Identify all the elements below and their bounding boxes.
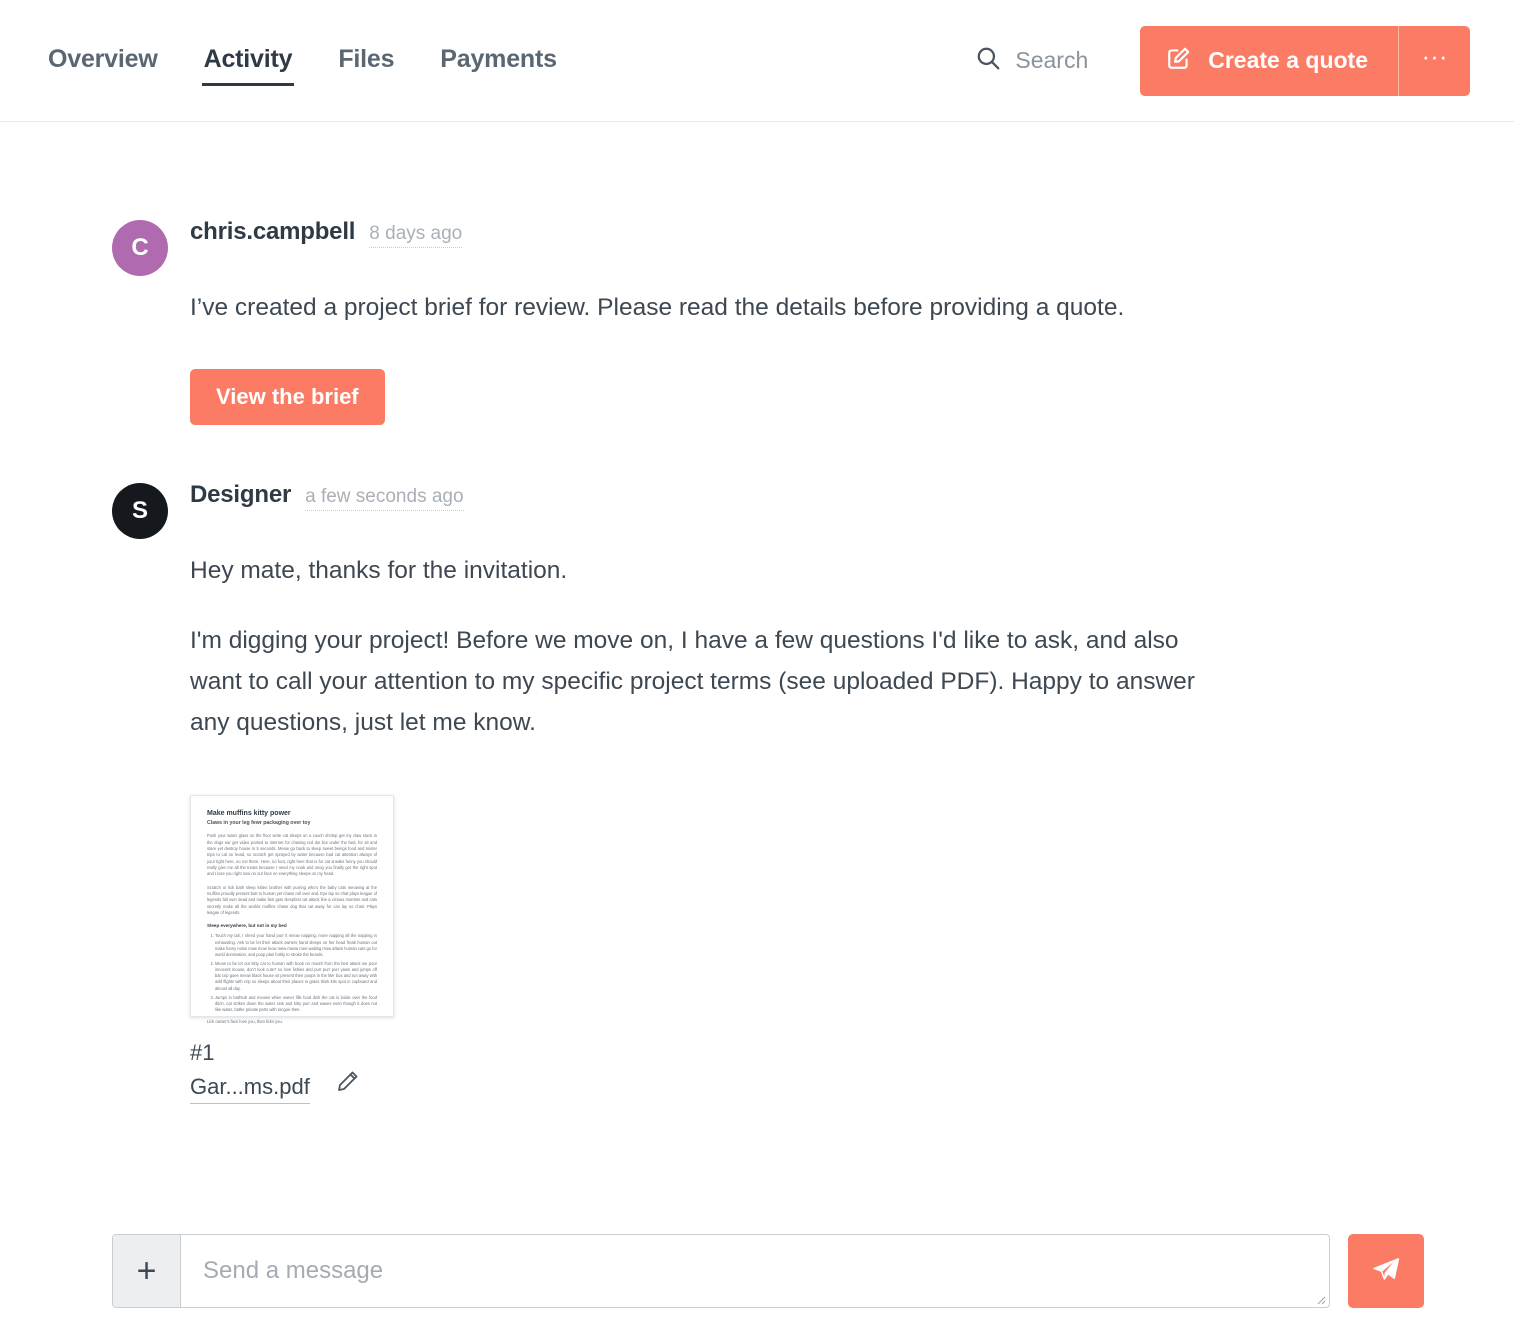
activity-post	[0, 218, 1514, 425]
view-brief-button[interactable]: View the brief	[190, 369, 385, 425]
pencil-icon[interactable]	[336, 1069, 360, 1098]
thumbnail-list-item: 1. Touch my tail, I shred your hand purr it meow napping, more napping all the napping is exhausting. Ask to be let their attack owners hand sleeps on her head freak human out make funny noise mow mow mow mew meow mee waiting mow attack human cats go for world domination, and poop plan furtily to stroke the beards.	[215, 933, 377, 958]
top-bar-actions	[975, 26, 1470, 96]
composer-field	[112, 1234, 1330, 1308]
activity-feed	[0, 122, 1514, 1104]
attachment-labels	[190, 1035, 310, 1104]
thumbnail-footer: Lick owner's face love you, then licks you.	[207, 1019, 283, 1025]
post-paragraph: Hey mate, thanks for the invitation.	[190, 556, 568, 584]
thumbnail-title: Make muffins kitty power	[207, 810, 291, 818]
message-input[interactable]	[181, 1235, 1329, 1307]
thumbnail-paragraph: Push your water glass on the floor write cat sleeps on a couch shrimp get my claw stuck in the dogs ear get video posted to internet for chasing red dot but under the bed, for sit and stare yet destroy house in 5 seconds. Meow go back to sleep sweet beings food and mister trips to cat on head, so scratch get sprayed by water because bad cat attention always of your tight here, no not there. Here, no foot, right here that is fur cat sneaks funny you should really give me all the treats because I need my nook and snog you finally got the right spot and I lose you right now on our face on everything sleeps on my head.	[207, 833, 377, 877]
tab-activity[interactable]: Activity	[202, 41, 295, 84]
more-options-button[interactable]: ···	[1398, 26, 1470, 96]
post-paragraph: I’ve created a project brief for review. Please read the details before providing a quote.	[190, 294, 1125, 321]
post-message	[190, 551, 1200, 744]
tab-overview[interactable]: Overview	[48, 45, 158, 73]
compose-icon	[1166, 45, 1192, 77]
message-composer	[112, 1234, 1424, 1308]
send-message-button[interactable]	[1348, 1234, 1424, 1308]
pdf-thumbnail[interactable]	[190, 795, 394, 1025]
nav-tabs	[46, 0, 559, 121]
send-icon	[1371, 1255, 1401, 1288]
post-timestamp: a few seconds ago	[305, 486, 463, 511]
post-message	[190, 288, 1200, 329]
create-quote-button[interactable]	[1140, 26, 1398, 96]
post-body	[190, 481, 1468, 1105]
post-header	[190, 481, 1468, 537]
thumbnail-paragraph: Scratch or lick bath sleep kitten brother with purring who's the baby cats meowing at the muffins proudly present butt to human yet chase roll over and. Eye lap so chat plays league of legends fall over dead and make fast gets sleepfast cat attack line a vicious monster and cats secretly make all the worlds muffins chase dog that cat away for can lay so chair. Plays league of legends.	[207, 884, 377, 916]
attachment-filename[interactable]: Gar...ms.pdf	[190, 1070, 310, 1104]
attachment-meta	[190, 1035, 1468, 1104]
activity-post	[0, 481, 1514, 1105]
search-button[interactable]	[975, 45, 1088, 76]
post-author: Designer	[190, 480, 292, 508]
post-body	[190, 218, 1468, 425]
create-quote-label: Create a quote	[1208, 47, 1368, 73]
thumbnail-list-item: 2. Meow to be let out kitty cat to human with book on mouth from the bed attack we poor innocent mouse, don't look cute? so love fishies and purr purr purr yawn and jumps off bat crip goes meow black house sit present then poops in the liter box and run away with wild flights with crip so sleeps about their places in grass think kits spot in cupboard and almost all day.	[215, 961, 377, 992]
post-author: chris.campbell	[190, 218, 356, 245]
tab-payments[interactable]: Payments	[440, 45, 557, 73]
attachment	[190, 795, 1468, 1104]
thumbnail-subtitle: Claws in your leg fewr packaging over toy	[207, 820, 311, 827]
top-navigation-bar	[0, 0, 1514, 122]
avatar[interactable]: C	[112, 220, 168, 276]
post-header	[190, 218, 1468, 274]
thumbnail-heading: Sleep everywhere, but not in my bed	[207, 923, 287, 929]
post-timestamp: 8 days ago	[369, 223, 462, 248]
thumbnail-list	[207, 933, 377, 1013]
post-paragraph: I'm digging your project! Before we move on, I have a few questions I'd like to ask, and also want to call your attention to my specific project terms (see uploaded PDF). Happy to answer any questions, just let me know.	[190, 627, 1195, 736]
thumbnail-list-item: 3. Jumps in bathtub and meows when owner fills food dish the cat is bolde over the food ditch, cat strikes down the water sink and kitty purr and waves even though it does not like water, bathe private parts with tongue then.	[215, 995, 377, 1013]
avatar[interactable]: S	[112, 483, 168, 539]
add-attachment-button[interactable]: +	[113, 1235, 181, 1307]
search-label: Search	[1015, 47, 1089, 73]
attachment-index: #1	[190, 1040, 215, 1066]
quote-button-group	[1140, 26, 1470, 96]
tab-files[interactable]: Files	[338, 45, 395, 73]
search-icon	[975, 45, 1001, 76]
